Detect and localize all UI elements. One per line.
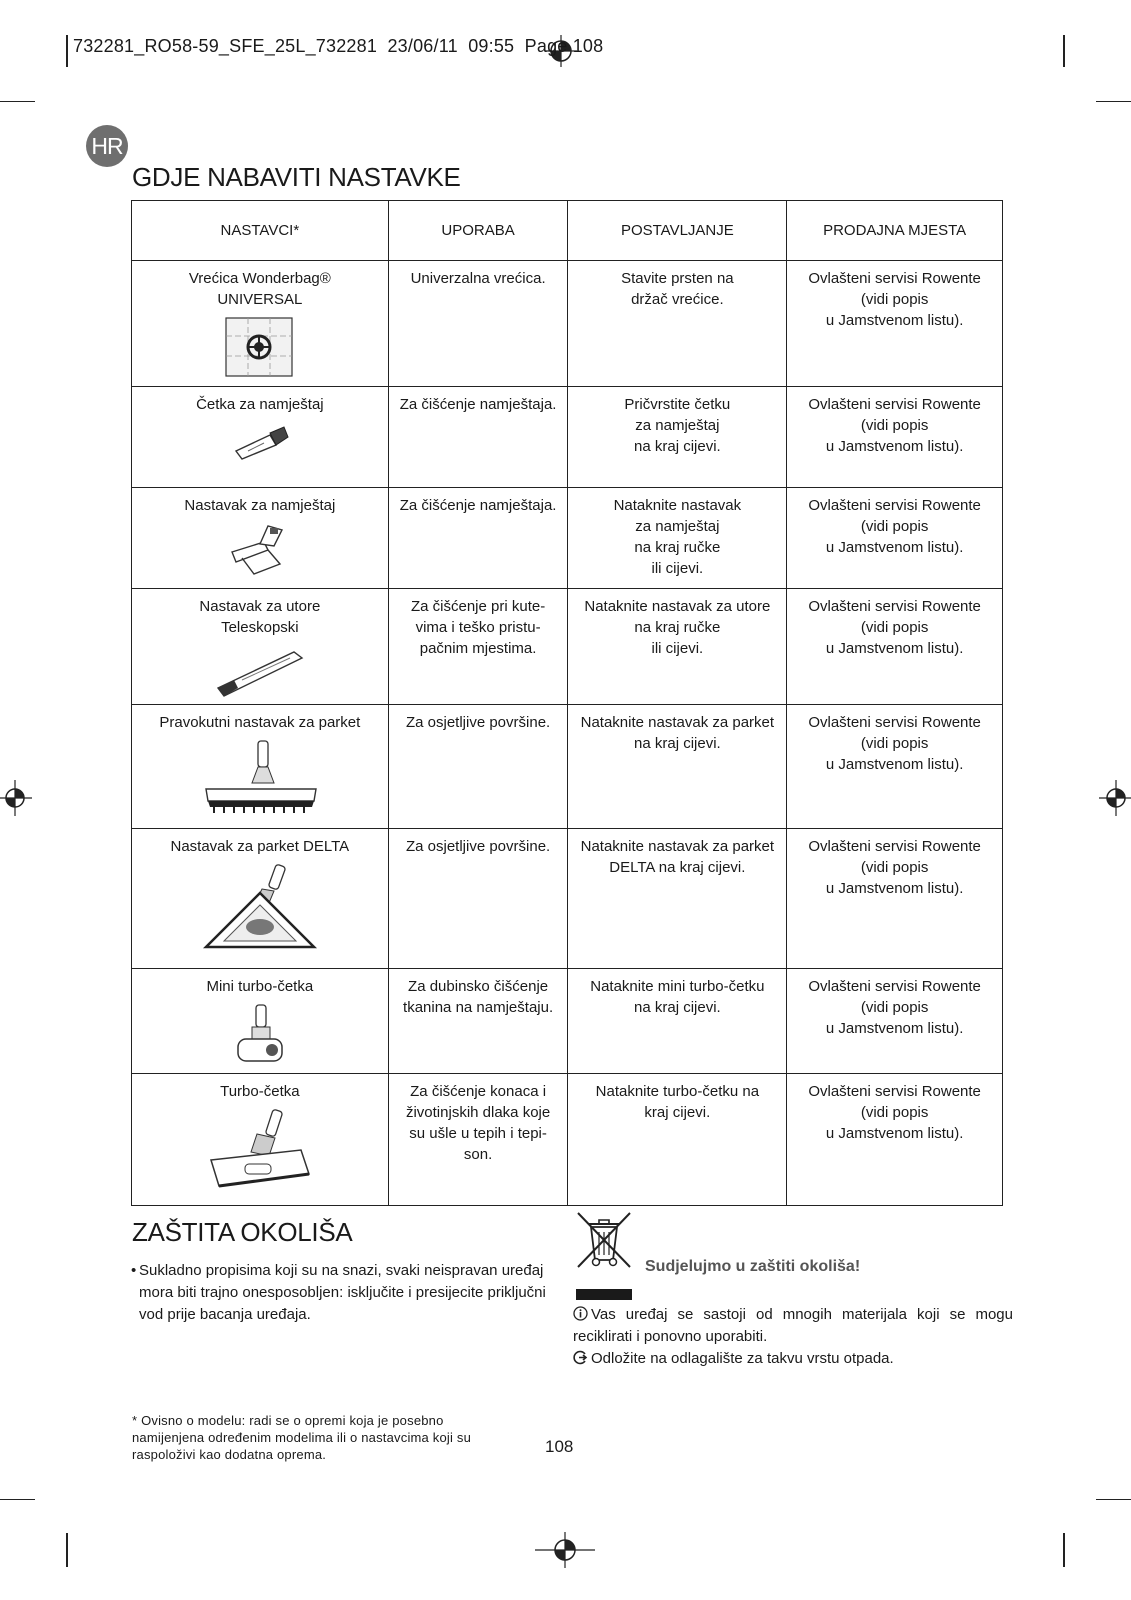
bullet-marker: • <box>131 1262 137 1279</box>
cell-text-line: na kraj cijevi. <box>634 438 721 455</box>
table-cell-sale <box>787 387 1003 488</box>
table-cell-use <box>388 387 568 488</box>
cell-text-line: Ovlašteni servisi Rowente <box>808 714 981 731</box>
cell-text-line: Za čišćenje pri kute- <box>410 598 546 615</box>
cell-text-line: son. <box>463 1146 493 1163</box>
dispose-text: Odložite na odlagalište za takvu vrstu otpada. <box>591 1350 894 1367</box>
table-cell-fit <box>568 387 787 488</box>
table-cell-name <box>132 1074 389 1206</box>
table-cell-name <box>132 261 389 387</box>
registration-mark-icon <box>1097 780 1131 816</box>
cell-text-line: za namještaj <box>635 417 720 434</box>
table-cell-use <box>388 705 568 829</box>
slug-page: Page 108 <box>524 36 604 56</box>
cell-text-line: su ušle u tepih i tepi- <box>409 1125 547 1142</box>
cell-text-line: u Jamstvenom listu). <box>825 756 964 773</box>
table-row <box>132 705 1003 829</box>
cell-text-line: ili cijevi. <box>651 640 704 657</box>
table-cell-sale <box>787 261 1003 387</box>
table-cell-use <box>388 589 568 705</box>
table-cell-sale <box>787 829 1003 969</box>
table-cell-sale <box>787 589 1003 705</box>
section-title-accessories: GDJE NABAVITI NASTAVKE <box>132 162 461 192</box>
table-cell-fit <box>568 1074 787 1206</box>
cell-text-line: tkanina na namještaju. <box>403 999 554 1016</box>
cell-text-line: na kraj cijevi. <box>634 735 721 752</box>
table-cell-name <box>132 387 389 488</box>
crop-mark <box>1063 1533 1065 1567</box>
cell-text-line: Nataknite nastavak <box>613 497 742 514</box>
table-row <box>132 488 1003 589</box>
table-cell-fit <box>568 589 787 705</box>
cell-text-line: Mini turbo-četka <box>206 978 314 995</box>
cell-text-line: u Jamstvenom listu). <box>825 312 964 329</box>
table-cell-use <box>388 1074 568 1206</box>
cell-text-line: UNIVERSAL <box>217 291 303 308</box>
cell-text-line: u Jamstvenom listu). <box>825 539 964 556</box>
cell-text-line: (vidi popis <box>860 999 929 1016</box>
cell-text-line: (vidi popis <box>860 859 929 876</box>
crop-mark <box>1063 35 1065 67</box>
section-title-environment: ZAŠTITA OKOLIŠA <box>132 1217 353 1247</box>
table-row <box>132 1074 1003 1206</box>
table-cell-name <box>132 589 389 705</box>
table-cell-name <box>132 705 389 829</box>
cell-text-line: Pravokutni nastavak za parket <box>159 714 361 731</box>
crop-mark <box>66 1533 68 1567</box>
cell-text-line: Ovlašteni servisi Rowente <box>808 978 981 995</box>
cell-text-line: Nastavak za parket DELTA <box>170 838 350 855</box>
bin-underline-bar <box>576 1289 632 1300</box>
delta-nozzle-icon <box>136 863 384 955</box>
table-row <box>132 969 1003 1074</box>
table-cell-sale <box>787 1074 1003 1206</box>
cell-text-line: Vrećica Wonderbag® <box>188 270 331 287</box>
cell-text-line: Za čišćenje konaca i <box>410 1083 547 1100</box>
registration-mark-icon <box>0 780 34 816</box>
cell-text-line: na kraj ručke <box>634 619 721 636</box>
table-cell-use <box>388 829 568 969</box>
cell-text-line: u Jamstvenom listu). <box>825 640 964 657</box>
table-cell-fit <box>568 969 787 1074</box>
cell-text-line: Teleskopski <box>221 619 299 636</box>
table-row <box>132 589 1003 705</box>
cell-text-line: Turbo-četka <box>220 1083 300 1100</box>
footnote: * Ovisno o modelu: radi se o opremi koja je posebno namijenjena određenim modelima ili o nastavcima koji su raspoloživi kao dodatna oprema. <box>132 1413 472 1462</box>
dispose-paragraph <box>573 1348 1013 1370</box>
crop-mark <box>66 35 68 67</box>
column-header: POSTAVLJANJE <box>568 201 787 261</box>
cell-text-line: (vidi popis <box>860 417 929 434</box>
column-header: NASTAVCI* <box>132 201 389 261</box>
environment-paragraph <box>131 1260 551 1326</box>
turbo-brush-icon <box>136 1108 384 1192</box>
cell-text-line: Za osjetljive površine. <box>405 838 551 855</box>
cell-text-line: na kraj ručke <box>634 539 721 556</box>
cell-text-line: za namještaj <box>635 518 720 535</box>
crop-mark <box>0 101 35 102</box>
crop-mark <box>1096 101 1131 102</box>
cell-text-line: Nastavak za namještaj <box>184 497 336 514</box>
cell-text-line: pačnim mjestima. <box>419 640 537 657</box>
cell-text-line: Za čišćenje namještaja. <box>399 396 557 413</box>
table-cell-name <box>132 829 389 969</box>
cell-text-line: (vidi popis <box>860 1104 929 1121</box>
table-cell-name <box>132 488 389 589</box>
environment-text: Sukladno propisima koji su na snazi, svaki neispravan uređaj mora biti trajno onesposobljen: isključite i presijecite priključni vod prije bacanja uređaja. <box>139 1262 546 1323</box>
cell-text-line: kraj cijevi. <box>644 1104 711 1121</box>
page-number: 108 <box>545 1437 574 1456</box>
crossed-out-bin-icon <box>575 1210 633 1270</box>
table-cell-sale <box>787 705 1003 829</box>
table-cell-fit <box>568 488 787 589</box>
cell-text-line: vima i teško pristu- <box>415 619 541 636</box>
cell-text-line: Ovlašteni servisi Rowente <box>808 598 981 615</box>
cell-text-line: Ovlašteni servisi Rowente <box>808 838 981 855</box>
environment-slogan: Sudjelujmo u zaštiti okoliša! <box>645 1258 861 1275</box>
slug-date: 23/06/11 <box>387 36 458 56</box>
cell-text-line: Četka za namještaj <box>196 396 324 413</box>
cell-text-line: u Jamstvenom listu). <box>825 1020 964 1037</box>
cell-text-line: Univerzalna vrećica. <box>410 270 546 287</box>
cell-text-line: Ovlašteni servisi Rowente <box>808 396 981 413</box>
table-cell-use <box>388 261 568 387</box>
parquet-nozzle-icon <box>136 739 384 815</box>
cell-text-line: (vidi popis <box>860 735 929 752</box>
cell-text-line: Za dubinsko čišćenje <box>408 978 549 995</box>
cell-text-line: (vidi popis <box>860 518 929 535</box>
table-cell-use <box>388 488 568 589</box>
crop-mark <box>1096 1499 1131 1500</box>
cell-text-line: u Jamstvenom listu). <box>825 880 964 897</box>
cell-text-line: ili cijevi. <box>651 560 704 577</box>
accessories-table <box>131 200 1003 1206</box>
cell-text-line: Nataknite nastavak za parket <box>580 838 775 855</box>
table-cell-sale <box>787 488 1003 589</box>
table-cell-fit <box>568 261 787 387</box>
dust-bag-icon <box>136 316 384 380</box>
cell-text-line: držač vrećice. <box>631 291 724 308</box>
cell-text-line: Nataknite mini turbo-četku <box>590 978 765 995</box>
furniture-nozzle-icon <box>136 522 384 578</box>
cell-text-line: životinjskih dlaka koje <box>405 1104 551 1121</box>
table-cell-name <box>132 969 389 1074</box>
table-row <box>132 829 1003 969</box>
table-cell-sale <box>787 969 1003 1074</box>
cell-text-line: na kraj cijevi. <box>634 999 721 1016</box>
crevice-tool-icon <box>136 644 384 698</box>
info-icon <box>573 1306 588 1321</box>
table-cell-fit <box>568 705 787 829</box>
info-paragraph <box>573 1304 1013 1348</box>
cell-text-line: (vidi popis <box>860 291 929 308</box>
table-cell-fit <box>568 829 787 969</box>
slug-file: 732281_RO58-59_SFE_25L_732281 <box>73 36 378 56</box>
cell-text-line: Ovlašteni servisi Rowente <box>808 1083 981 1100</box>
cell-text-line: Stavite prsten na <box>621 270 734 287</box>
mini-turbo-brush-icon <box>136 1003 384 1067</box>
arrow-right-circle-icon <box>573 1350 588 1365</box>
table-row <box>132 261 1003 387</box>
slug-time: 09:55 <box>468 36 515 56</box>
language-badge: HR <box>86 125 128 167</box>
table-row <box>132 387 1003 488</box>
cell-text-line: Nastavak za utore <box>199 598 321 615</box>
cell-text-line: Nataknite nastavak za parket <box>580 714 775 731</box>
cell-text-line: DELTA na kraj cijevi. <box>609 859 746 876</box>
cell-text-line: Ovlašteni servisi Rowente <box>808 497 981 514</box>
table-header-row <box>132 201 1003 261</box>
cell-text-line: Za osjetljive površine. <box>405 714 551 731</box>
crop-mark <box>0 1499 35 1500</box>
furniture-brush-icon <box>136 421 384 461</box>
column-header: UPORABA <box>388 201 568 261</box>
cell-text-line: (vidi popis <box>860 619 929 636</box>
cell-text-line: u Jamstvenom listu). <box>825 1125 964 1142</box>
cell-text-line: Ovlašteni servisi Rowente <box>808 270 981 287</box>
cell-text-line: u Jamstvenom listu). <box>825 438 964 455</box>
cell-text-line: Za čišćenje namještaja. <box>399 497 557 514</box>
info-text: Vas uređaj se sastoji od mnogih materijala koji se mogu reciklirati i ponovno uporabiti. <box>573 1306 1013 1345</box>
table-cell-use <box>388 969 568 1074</box>
cell-text-line: Pričvrstite četku <box>624 396 731 413</box>
cell-text-line: Nataknite nastavak za utore <box>584 598 771 615</box>
print-slug <box>73 36 603 57</box>
cell-text-line: Nataknite turbo-četku na <box>595 1083 760 1100</box>
column-header: PRODAJNA MJESTA <box>787 201 1003 261</box>
registration-mark-icon <box>535 1530 595 1570</box>
